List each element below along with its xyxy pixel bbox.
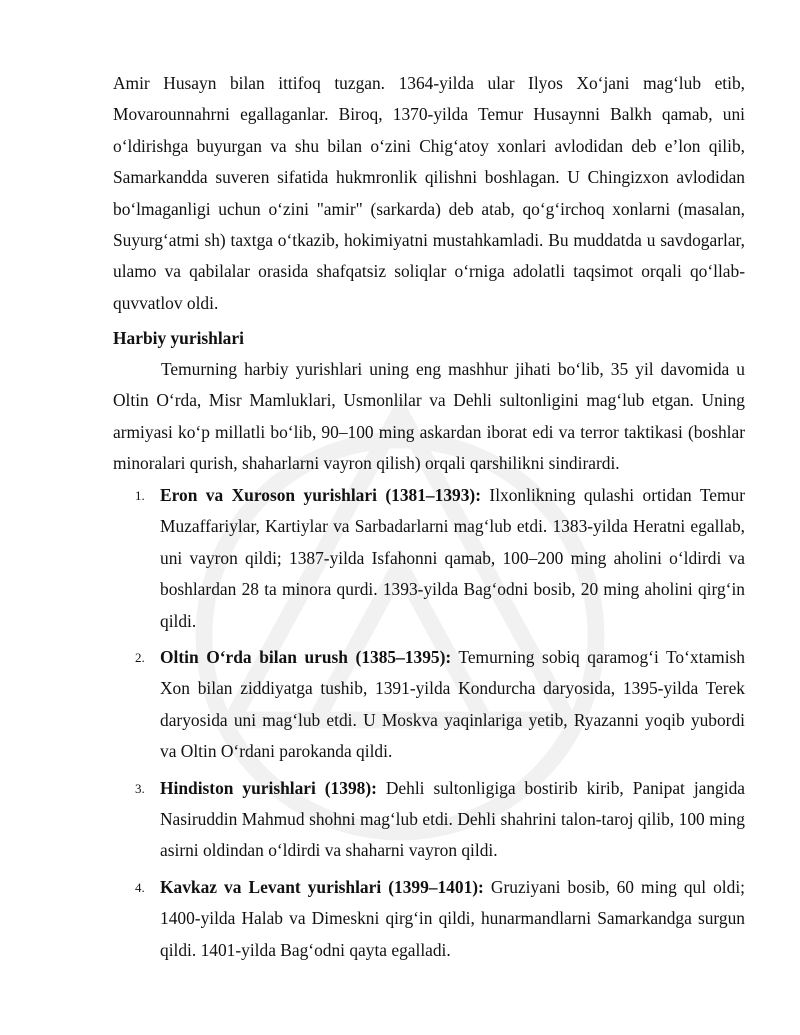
- list-item-text: Ilxonlikning qulashi ortidan Temur Muzaffariylar, Kartiylar va Sarbadarlarni mag‘lub etdi. 1383-yilda Heratni egallab, uni vayron qildi; 1387-yilda Isfahonni qamab, 100–200 ming aholini o‘ldirdi va boshlardan 28 ta minora qurdi. 1393-yilda Bag‘odni bosib, 20 ming aholini qirg‘in qildi.: [160, 485, 746, 631]
- list-number: 3.: [135, 780, 145, 796]
- list-item-title: Hindiston yurishlari (1398):: [160, 777, 377, 798]
- list-item-title: Kavkaz va Levant yurishlari (1399–1401):: [160, 876, 484, 897]
- list-number: 1.: [135, 488, 145, 503]
- list-item-title: Eron va Xuroson yurishlari (1381–1393):: [160, 485, 481, 505]
- list-number: 4.: [135, 879, 145, 895]
- list-item: [113, 642, 745, 768]
- list-number: 2.: [135, 650, 145, 666]
- section-paragraph: Temurning harbiy yurishlari uning eng mashhur jihati bo‘lib, 35 yil davomida u Oltin O‘rda, Misr Mamluklari, Usmonlilar va Dehli sultonligini mag‘lub etgan. Uning armiyasi ko‘p millatli bo‘lib, 90–100 ming askardan iborat edi va terror taktikasi (boshlar minoralari qurish, shaharlarni vayron qilish) orqali qarshilikni sindirardi.: [113, 359, 745, 474]
- list-item: [113, 773, 745, 867]
- list-item-text: Temurning sobiq qaramog‘i To‘xtamish Xon bilan ziddiyatga tushib, 1391-yilda Kondurcha daryosida, 1395-yilda Terek daryosida uni mag‘lub etdi. U Moskva yaqinlariga yetib, Ryazanni yoqib yubordi va Oltin O‘rdani parokanda qildi.: [160, 647, 745, 762]
- list-item-title: Oltin O‘rda bilan urush (1385–1395):: [160, 647, 452, 668]
- list-item: [113, 872, 745, 966]
- list-item: [113, 480, 745, 637]
- list-item-text: Gruziyani bosib, 60 ming qul oldi; 1400-yilda Halab va Dimeskni qirg‘in qildi, hunarmandlarni Samarkandga surgun qildi. 1401-yilda Bag‘odni qayta egalladi.: [160, 876, 746, 960]
- intro-paragraph: Amir Husayn bilan ittifoq tuzgan. 1364-yilda ular Ilyos Xo‘jani mag‘lub etib, Movarounnahrni egallaganlar. Biroq, 1370-yilda Temur Husaynni Balkh qamab, uni o‘ldirishga buyurgan va shu bilan o‘zini Chig‘atoy xonlari avlodidan deb e’lon qilib, Samarkandda suveren sifatida hukmronlik qilishni boshlagan. U Chingizxon avlodidan bo‘lmaganligi uchun o‘zini "amir" (sarkarda) deb atab, qo‘g‘irchoq xonlarni (masalan, Suyurg‘atmi sh) taxtga o‘tkazib, hokimiyatni mustahkamladi. Bu muddatda u savdogarlar, ulamo va qabilalar orasida shafqatsiz soliqlar o‘rniga adolatli taqsimot orqali qo‘llab-quvvatlov oldi.: [113, 73, 745, 313]
- list-item-text: Dehli sultonligiga bostirib kirib, Panipat jangida Nasiruddin Mahmud shohni mag‘lub etdi. Dehli shahrini talon-taroj qilib, 100 ming asirni oldindan o‘ldirdi va shaharni vayron qildi.: [160, 777, 746, 861]
- campaign-list: [113, 480, 745, 971]
- section-heading: Harbiy yurishlari: [113, 328, 244, 348]
